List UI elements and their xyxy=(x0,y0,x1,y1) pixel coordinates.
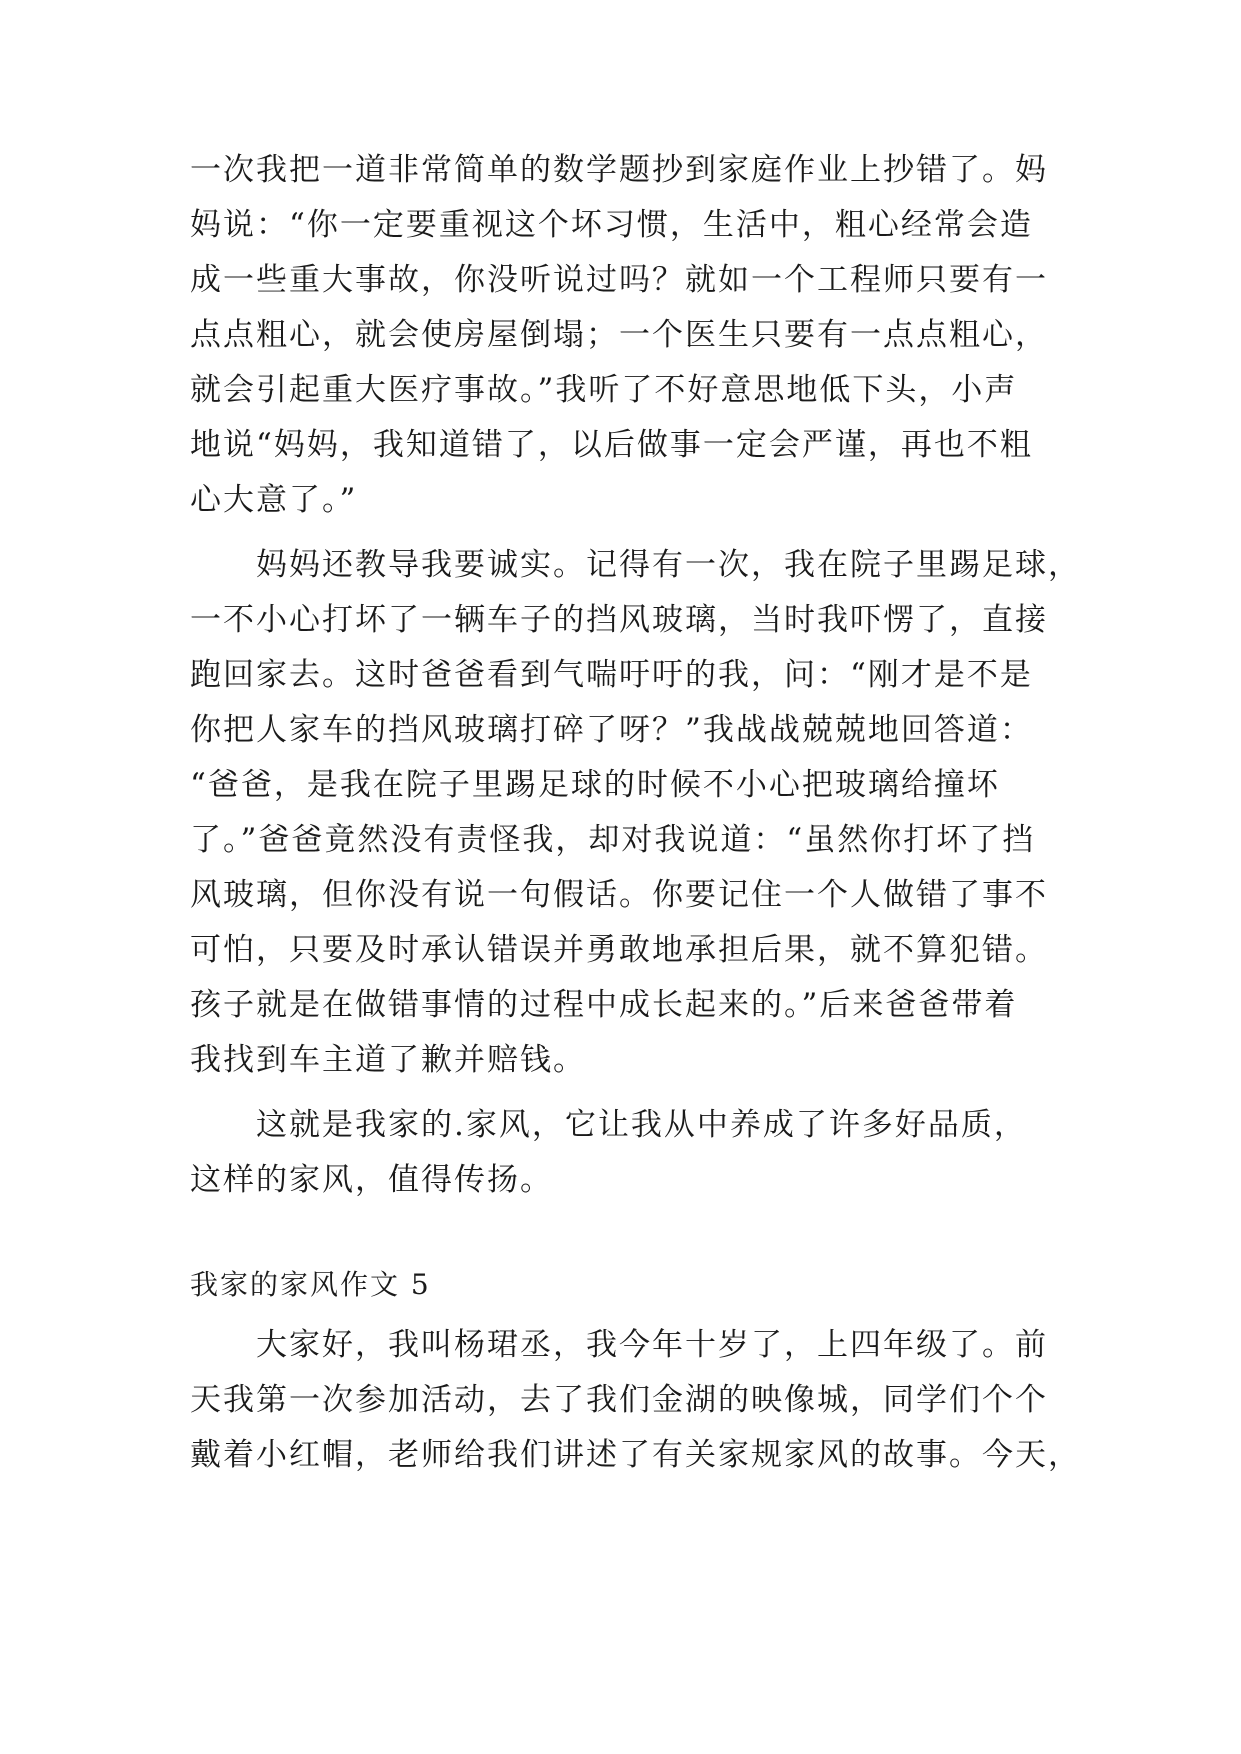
text-line: 可怕，只要及时承认错误并勇敢地承担后果，就不算犯错。 xyxy=(190,932,1048,968)
text-line: 一不小心打坏了一辆车子的挡风玻璃，当时我吓愣了，直接 xyxy=(190,602,1048,638)
text-line: 你把人家车的挡风玻璃打碎了呀？”我战战兢兢地回答道： xyxy=(190,712,1033,748)
text-line: 大家好，我叫杨珺丞，我今年十岁了，上四年级了。前 xyxy=(256,1327,1048,1363)
text-line: 就会引起重大医疗事故。”我听了不好意思地低下头，小声 xyxy=(190,372,1018,408)
text-line: “爸爸，是我在院子里踢足球的时候不小心把玻璃给撞坏 xyxy=(190,767,1000,803)
text-line: 我找到车主道了歉并赔钱。 xyxy=(190,1042,586,1078)
text-line: 了。”爸爸竟然没有责怪我，却对我说道：“虽然你打坏了挡 xyxy=(190,822,1036,858)
text-line: 这样的家风，值得传扬。 xyxy=(190,1162,553,1198)
text-line: 一次我把一道非常简单的数学题抄到家庭作业上抄错了。妈 xyxy=(190,152,1048,188)
text-line: 戴着小红帽，老师给我们讲述了有关家规家风的故事。今天， xyxy=(190,1437,1081,1473)
text-line: 这就是我家的.家风，它让我从中养成了许多好品质， xyxy=(256,1107,1027,1143)
text-line: 点点粗心，就会使房屋倒塌；一个医生只要有一点点粗心， xyxy=(190,317,1048,353)
text-line: 妈妈还教导我要诚实。记得有一次，我在院子里踢足球， xyxy=(256,547,1081,583)
text-line: 风玻璃，但你没有说一句假话。你要记住一个人做错了事不 xyxy=(190,877,1048,913)
text-line: 天我第一次参加活动，去了我们金湖的映像城，同学们个个 xyxy=(190,1382,1048,1418)
text-line: 心大意了。” xyxy=(190,482,358,518)
text-line: 孩子就是在做错事情的过程中成长起来的。”后来爸爸带着 xyxy=(190,987,1018,1023)
text-line: 地说“妈妈，我知道错了，以后做事一定会严谨，再也不粗 xyxy=(190,427,1033,463)
text-line: 跑回家去。这时爸爸看到气喘吁吁的我，问：“刚才是不是 xyxy=(190,657,1033,693)
section-heading: 我家的家风作文 5 xyxy=(190,1268,431,1301)
text-line: 妈说：“你一定要重视这个坏习惯，生活中，粗心经常会造 xyxy=(190,207,1033,243)
text-line: 成一些重大事故，你没听说过吗？就如一个工程师只要有一 xyxy=(190,262,1048,298)
